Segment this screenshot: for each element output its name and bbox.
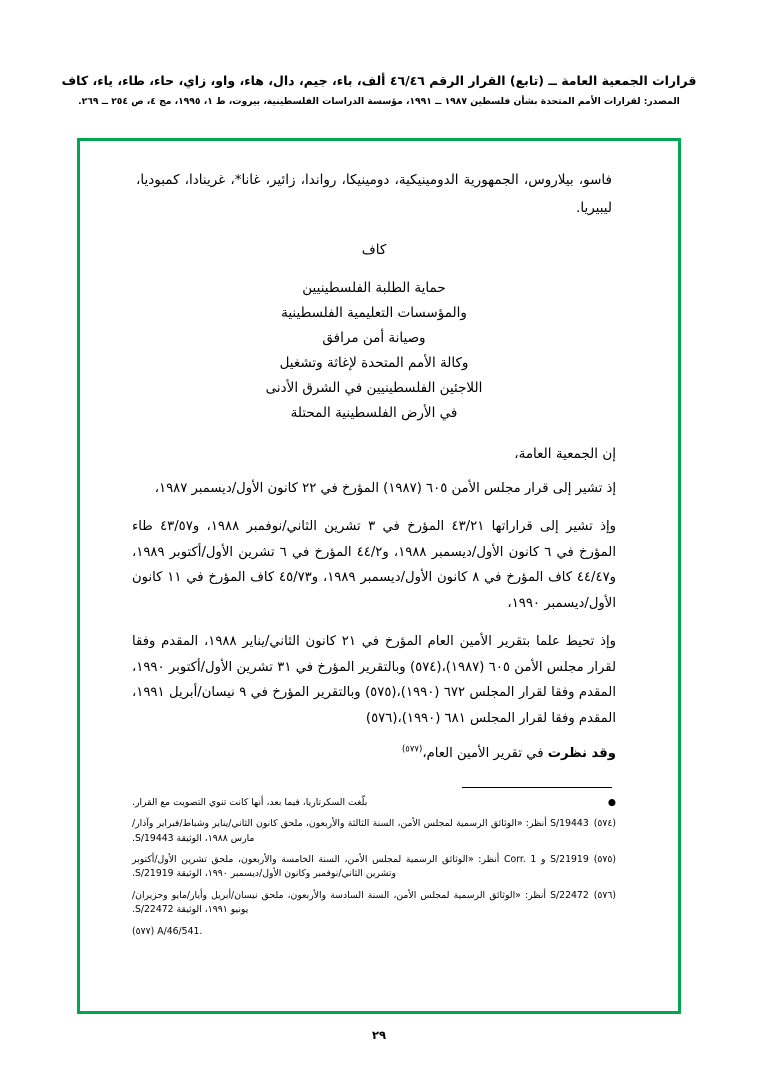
closing-bold: وقد نظرت	[547, 745, 616, 761]
title-line-1: حماية الطلبة الفلسطينيين	[302, 280, 446, 297]
page-header	[0, 72, 758, 108]
footnote-text: بلّغت السكرتاريا، فيما بعد، أنها كانت تنوي التصويت مع القرار.	[132, 796, 368, 808]
footnote-item	[132, 817, 616, 846]
paragraph-1: إذ تشير إلى قرار مجلس الأمن ٦٠٥ (١٩٨٧) المؤرخ في ٢٢ كانون الأول/ديسمبر ١٩٨٧،	[154, 481, 616, 497]
footnote-item	[132, 796, 616, 810]
footnote-item	[132, 853, 616, 882]
closing-rest: في تقرير الأمين العام،	[422, 745, 548, 761]
footnote-mark: ●	[607, 796, 616, 808]
paragraph-2: وإذ تشير إلى قراراتها ٤٣/٢١ المؤرخ في ٣ تشرين الثاني/نوفمبر ١٩٨٨، و٤٣/٥٧ طاء المؤرخ في ٦ كانون الأول/ديسمبر ١٩٨٨، و٤٤/٢ المؤرخ في ٦ تشرين الأول/أكتوبر ١٩٨٩، و٤٤/٤٧ كاف المؤرخ في ٨ كانون الأول/ديسمبر ١٩٨٩، و٤٥/٧٣ كاف المؤرخ في ١١ كانون الأول/ديسمبر ١٩٩٠،	[132, 518, 617, 612]
title-line-6: في الأرض الفلسطينية المحتلة	[290, 405, 458, 422]
footnote-text: S/21919 و Corr. 1 أنظر: «الوثائق الرسمية لمجلس الأمن، السنة الخامسة والأربعون، ملحق تشرين الأول/أكتوبر وتشرين الثاني/نوفمبر وكانون الأول/ديسمبر ١٩٩٠، الوثيقة S/21919.	[132, 853, 589, 880]
footnote-divider	[462, 787, 612, 788]
header-source: المصدر: لقرارات الأمم المتحدة بشأن فلسطين ١٩٨٧ ــ ١٩٩١، مؤسسة الدراسات الفلسطينية، بيروت، ط ١، ١٩٩٥، مج ٤، ص ٢٥٤ ــ ٢٦٩.	[78, 95, 680, 107]
footnote-text: S/19443 أنظر: «الوثائق الرسمية لمجلس الأمن، السنة الثالثة والأربعون، ملحق كانون الثاني/يناير وشباط/فبراير وآذار/مارس ١٩٨٨، الوثيقة S/19443.	[132, 818, 589, 844]
title-line-4: وكالة الأمم المتحدة لإغاثة وتشغيل	[279, 355, 469, 372]
footnote-text: S/22472 أنظر: «الوثائق الرسمية لمجلس الأمن، السنة السادسة والأربعون، ملحق نيسان/أبريل وأيار/مايو وحزيران/يونيو ١٩٩١، الوثيقة S/22472.	[132, 889, 589, 916]
closing-footnote-ref: (٥٧٧)	[401, 744, 423, 755]
green-frame	[77, 138, 681, 1014]
footnote-list	[132, 796, 616, 939]
footnote-item-last: (٥٧٧) A/46/541.	[132, 925, 203, 937]
footnote-item	[132, 889, 616, 918]
lead-line: إن الجمعية العامة،	[514, 446, 616, 463]
frame-content	[80, 141, 678, 1011]
title-line-5: اللاجئين الفلسطينيين في الشرق الأدنى	[265, 380, 483, 397]
footnote-mark: (٥٧٥)	[593, 853, 616, 865]
page-number: ٢٩	[371, 1028, 387, 1042]
footnote-mark: (٥٧٤)	[593, 818, 616, 830]
resolution-title	[132, 276, 616, 426]
footnote-mark: (٥٧٦)	[593, 889, 616, 901]
title-line-2: والمؤسسات التعليمية الفلسطينية	[281, 305, 467, 322]
country-list: فاسو، بيلاروس، الجمهورية الدومينيكية، دومينيكا، رواندا، زائير، غانا*، غرينادا، كمبوديا، ليبيريا.	[136, 172, 612, 216]
paragraph-3: وإذ تحيط علما بتقرير الأمين العام المؤرخ في ٢١ كانون الثاني/يناير ١٩٨٨، المقدم وفقا لقرار مجلس الأمن ٦٠٥ (١٩٨٧)،(٥٧٤) وبالتقرير المؤرخ في ٣١ تشرين الأول/أكتوبر ١٩٩٠، المقدم وفقا لقرار المجلس ٦٧٢ (١٩٩٠)،(٥٧٥) وبالتقرير المؤرخ في ٩ نيسان/أبريل ١٩٩١، المقدم وفقا لقرار المجلس ٦٨١ (١٩٩٠)،(٥٧٦)	[132, 633, 616, 727]
section-letter: كاف	[361, 242, 387, 259]
title-line-3: وصيانة أمن مرافق	[322, 330, 426, 347]
header-title: قرارات الجمعية العامة ــ (تابع) القرار الرقم ٤٦/٤٦ ألف، باء، جيم، دال، هاء، واو، زاي، حاء، طاء، ياء، كاف	[61, 73, 697, 88]
closing-line	[132, 746, 616, 761]
